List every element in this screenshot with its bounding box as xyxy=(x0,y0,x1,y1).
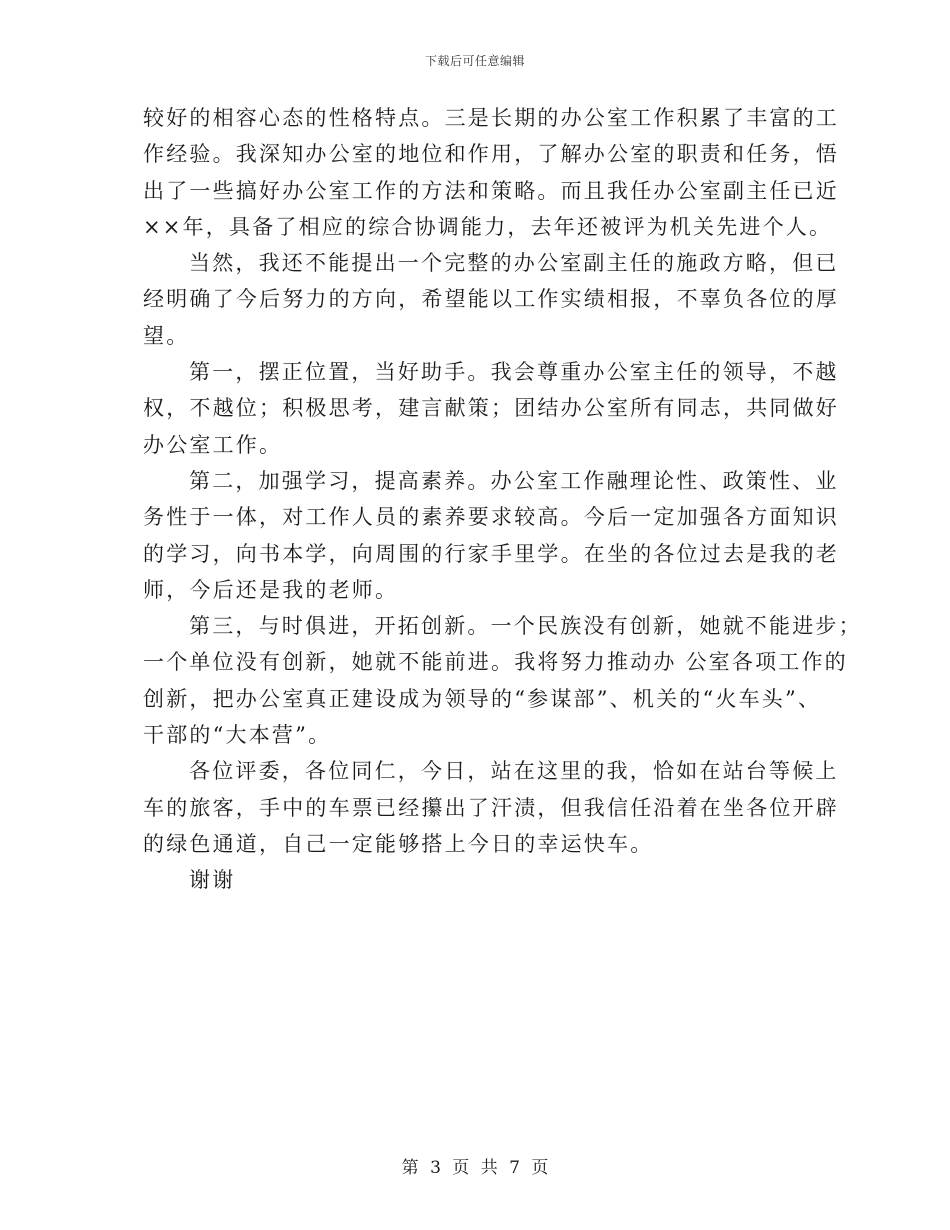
text-line: 权，不越位；积极思考，建言献策；团结办公室所有同志，共同做好 xyxy=(143,396,839,421)
paragraph-first-line: 第二，加强学习，提高素养。办公室工作融理论性、政策性、业 xyxy=(189,468,839,493)
paragraph-first-line: 当然，我还不能提出一个完整的办公室副主任的施政方略，但已 xyxy=(189,251,839,276)
text-line: 望。 xyxy=(143,323,190,348)
text-line: 办公室工作。 xyxy=(143,432,283,457)
text-line: 师，今后还是我的老师。 xyxy=(143,577,399,602)
text-line: 较好的相容心态的性格特点。三是长期的办公室工作积累了丰富的工 xyxy=(143,106,839,130)
text-line: 的绿色通道，自己一定能够搭上今日的幸运快车。 xyxy=(143,831,654,856)
page-number: 第 3 页 共 7 页 xyxy=(401,1158,549,1178)
paragraph-first-line: 第三，与时俱进，开拓创新。一个民族没有创新，她就不能进步； xyxy=(189,614,862,639)
text-line: 创新，把办公室真正建设成为领导的“参谋部”、机关的“火车头”、 xyxy=(143,686,822,711)
text-line: 一个单位没有创新，她就不能前进。我将努力推动办 公室各项工作的 xyxy=(143,650,848,675)
text-line: 的学习，向书本学，向周围的行家手里学。在坐的各位过去是我的老 xyxy=(143,541,839,566)
text-line: 出了一些搞好办公室工作的方法和策略。而且我任办公室副主任已近 xyxy=(143,178,839,203)
paragraph-first-line: 各位评委，各位同仁，今日，站在这里的我，恰如在站台等候上 xyxy=(189,759,839,784)
text-line: 务性于一体，对工作人员的素养要求较高。今后一定加强各方面知识 xyxy=(143,505,839,530)
paragraph-first-line: 第一，摆正位置，当好助手。我会尊重办公室主任的领导，不越 xyxy=(189,360,839,385)
text-line: 车的旅客，手中的车票已经攥出了汗渍，但我信任沿着在坐各位开辟 xyxy=(143,795,839,820)
closing-line: 谢谢 xyxy=(189,868,236,893)
text-line: 作经验。我深知办公室的地位和作用，了解办公室的职责和任务，悟 xyxy=(143,142,839,167)
text-line: ××年，具备了相应的综合协调能力，去年还被评为机关先进个人。 xyxy=(143,214,833,239)
document-body xyxy=(143,100,862,899)
page-header: 下载后可任意编辑 xyxy=(424,54,525,68)
text-line: 经明确了今后努力的方向，希望能以工作实绩相报，不辜负各位的厚 xyxy=(143,287,839,312)
text-line: 干部的“大本营”。 xyxy=(143,723,332,748)
